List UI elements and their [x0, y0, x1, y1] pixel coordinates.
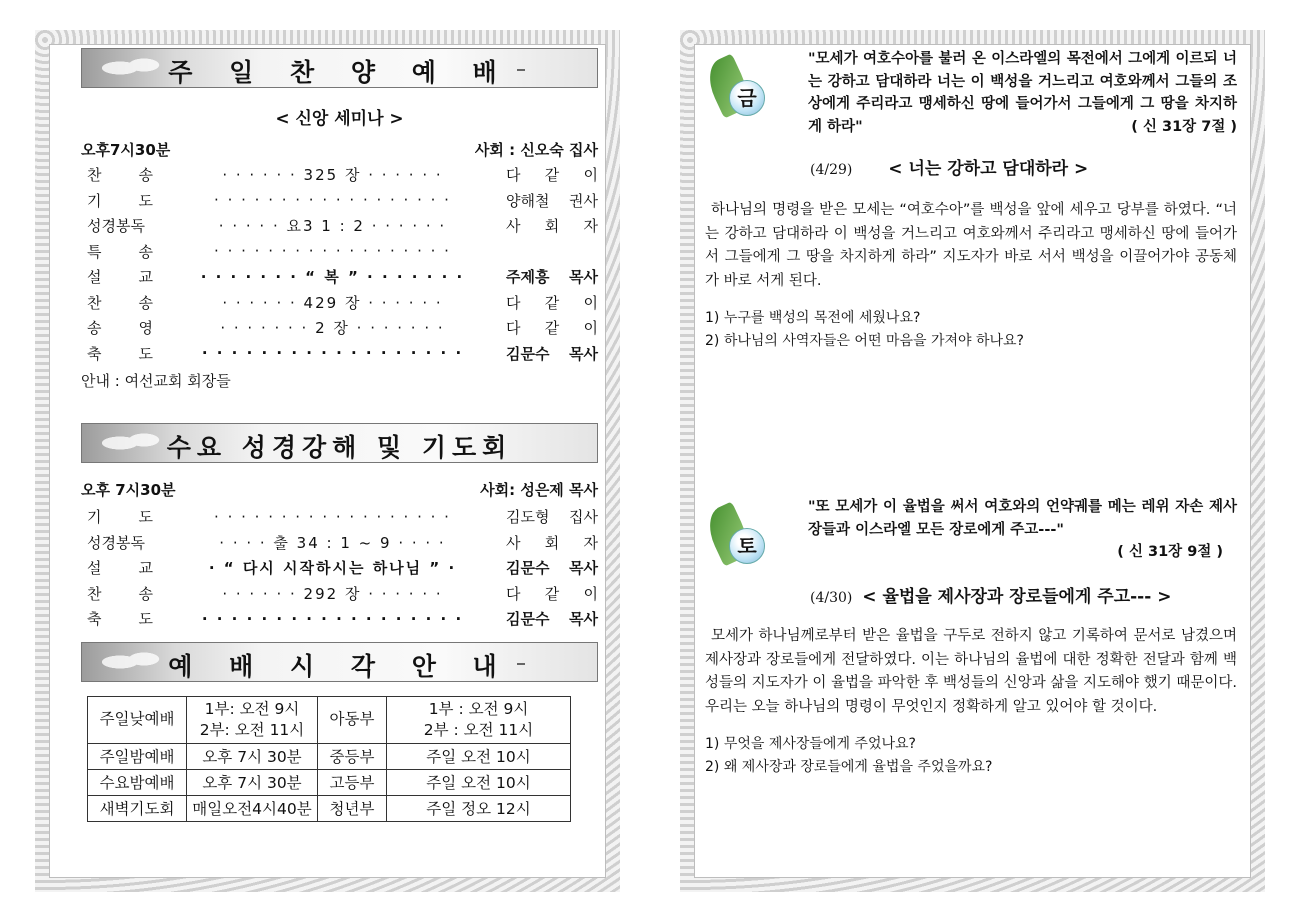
saturday-day: 토	[729, 528, 765, 564]
order-person: 김문수 목사	[506, 559, 598, 578]
order-content: · · · · · · · · · · · · · · · · · ·	[201, 609, 464, 628]
schedule-table	[87, 696, 571, 822]
seminar-subtitle: < 신앙 세미나 >	[275, 109, 404, 129]
left-page	[35, 30, 620, 892]
order-label: 설 교	[87, 559, 153, 578]
right-page	[680, 30, 1265, 892]
saturday-q2: 2) 왜 제사장과 장로들에게 율법을 주었을까요?	[705, 759, 993, 775]
order-row	[81, 264, 598, 290]
schedule-cell: 새벽기도회	[88, 795, 187, 821]
order-person: 다 같 이	[506, 319, 598, 338]
order-content: · · · · · · 325 장 · · · · · ·	[222, 166, 443, 185]
wednesday-title: 수요 성경강해 및 기도회	[166, 433, 513, 462]
order-row	[81, 581, 598, 607]
schedule-cell: 고등부	[318, 769, 387, 795]
order-row	[81, 315, 598, 341]
sunday-worship-banner	[81, 48, 598, 88]
friday-section	[705, 48, 1237, 353]
saturday-badge	[707, 506, 762, 571]
order-label: 찬 송	[87, 584, 153, 603]
order-person: 사 회 자	[506, 533, 598, 552]
saturday-topic: < 율법을 제사장과 장로들에게 주고--- >	[862, 587, 1172, 607]
schedule-cell: 오후 7시 30분	[187, 743, 318, 769]
order-row	[81, 213, 598, 239]
schedule-cell: 1부 : 오전 9시 2부 : 오전 11시	[387, 696, 571, 743]
schedule-banner	[81, 642, 598, 682]
schedule-row	[88, 769, 571, 795]
order-row	[81, 188, 598, 214]
schedule-title: 예 배 시 각 안 내	[168, 651, 511, 681]
order-label: 송 영	[87, 319, 153, 338]
friday-q2: 2) 하나님의 사역자들은 어떤 마음을 가져야 하나요?	[705, 333, 1024, 349]
saturday-body: 모세가 하나님께로부터 받은 율법을 구두로 전하지 않고 기록하여 문서로 남겼으며 제사장과 장로들에게 전달하였다. 이는 하나님의 율법에 대한 정확한 전달과 함께 백성들의 지도자가 이 율법을 파악한 후 백성들의 신앙과 삶을 지도해야 했기 때문이다. 우리는 오늘 하나님의 명령이 무엇인지 정확하게 알고 있어야 할 것이다.	[705, 628, 1237, 715]
order-content: · · · · 출 34 : 1 ~ 9 · · · ·	[219, 533, 446, 552]
saturday-verse: "또 모세가 이 율법을 써서 여호와의 언약궤를 메는 레위 자손 제사장들과 이스라엘 모든 장로에게 주고---" ( 신 31장 9절 )	[808, 496, 1237, 564]
sunday-info	[81, 139, 598, 160]
sunday-leader: 사회 : 신오숙 집사	[474, 141, 598, 159]
schedule-cell: 아동부	[318, 696, 387, 743]
order-content: · · · · · · · 2 장 · · · · · · ·	[220, 319, 445, 338]
order-person: 양해철 권사	[506, 191, 598, 210]
saturday-q1: 1) 무엇을 제사장들에게 주었나요?	[705, 736, 916, 752]
schedule-cell: 주일 정오 12시	[387, 795, 571, 821]
order-person: 다 같 이	[506, 293, 598, 312]
order-content: · · · · · · · · · · · · · · · · · ·	[214, 507, 451, 526]
order-row	[81, 504, 598, 530]
friday-q1: 1) 누구를 백성의 목전에 세웠나요?	[705, 310, 921, 326]
order-row	[81, 555, 598, 581]
order-label: 축 도	[87, 610, 153, 629]
friday-verse: "모세가 여호수아를 불러 온 이스라엘의 목전에서 그에게 이르되 너는 강하고 담대하라 너는 이 백성을 거느리고 여호와께서 그들의 조상에게 주리라고 맹세하신 땅에 들어가서 그들에게 그 땅을 차지하게 하라" ( 신 31장 7절 )	[808, 48, 1237, 138]
order-content: · · · · · · · · · · · · · · · · · ·	[214, 242, 451, 261]
friday-topic: < 너는 강하고 담대하라 >	[888, 159, 1089, 179]
saturday-date: (4/30)	[810, 590, 853, 606]
order-row	[81, 341, 598, 367]
order-content: · · · · · · · “ 복 ” · · · · · · ·	[200, 268, 465, 287]
sunday-time: 오후7시30분	[81, 141, 171, 159]
wednesday-info	[81, 479, 598, 500]
order-label: 기 도	[87, 191, 153, 210]
schedule-cell: 주일밤예배	[88, 743, 187, 769]
schedule-row	[88, 795, 571, 821]
schedule-cell: 주일 오전 10시	[387, 769, 571, 795]
order-label: 특 송	[87, 242, 153, 261]
saturday-ref: ( 신 31장 9절 )	[1117, 544, 1223, 560]
saturday-section	[705, 496, 1237, 779]
wednesday-banner	[81, 423, 598, 463]
sunday-worship-title: 주 일 찬 양 예 배	[168, 58, 511, 87]
order-label: 성경봉독	[87, 217, 145, 236]
schedule-cell: 주일낮예배	[88, 696, 187, 743]
order-row	[81, 530, 598, 556]
schedule-cell: 주일 오전 10시	[387, 743, 571, 769]
schedule-row	[88, 696, 571, 743]
wednesday-leader: 사회: 성은제 목사	[480, 481, 598, 499]
order-content: · · · · · · 429 장 · · · · · ·	[222, 293, 443, 312]
order-row	[81, 290, 598, 316]
order-person: 김문수 목사	[506, 344, 598, 363]
friday-body: 하나님의 명령을 받은 모세는 “여호수아”를 백성을 앞에 세우고 당부를 하였다. “너는 강하고 담대하라 이 백성을 거느리고 여호와께서 주리라고 맹세하신 땅에 들어가서 그들에게 그 땅을 차지하게 하라” 지도자가 바로 서서 백성을 이끌어가야 공동체가 바로 서게 된다.	[705, 202, 1237, 289]
friday-ref: ( 신 31장 7절 )	[1131, 118, 1237, 135]
sunday-order-list	[81, 162, 598, 366]
order-row	[81, 162, 598, 188]
order-content: · “ 다시 시작하시는 하나님 ” ·	[208, 559, 457, 578]
order-person: 주제흥 목사	[506, 268, 598, 287]
schedule-row	[88, 743, 571, 769]
schedule-cell: 중등부	[318, 743, 387, 769]
order-label: 축 도	[87, 344, 153, 363]
order-label: 찬 송	[87, 166, 153, 185]
friday-badge	[707, 58, 762, 123]
friday-date: (4/29)	[810, 162, 853, 178]
saturday-topic-line	[810, 582, 1237, 607]
order-content: · · · · · · · · · · · · · · · · · ·	[214, 191, 451, 210]
wednesday-time: 오후 7시30분	[81, 481, 176, 499]
friday-topic-line	[810, 154, 1237, 179]
order-content: · · · · · 요3 1 : 2 · · · · · ·	[218, 217, 447, 236]
order-person: 김문수 목사	[506, 610, 598, 629]
order-row	[81, 239, 598, 265]
wednesday-order-list	[81, 504, 598, 632]
schedule-cell: 청년부	[318, 795, 387, 821]
schedule-cell: 오후 7시 30분	[187, 769, 318, 795]
friday-questions	[705, 307, 1237, 353]
order-label: 설 교	[87, 268, 153, 287]
schedule-cell: 수요밤예배	[88, 769, 187, 795]
order-person: 김도형 집사	[506, 508, 598, 527]
order-label: 찬 송	[87, 293, 153, 312]
schedule-cell: 1부: 오전 9시 2부: 오전 11시	[187, 696, 318, 743]
order-person: 사 회 자	[506, 217, 598, 236]
order-row	[81, 606, 598, 632]
order-content: · · · · · · · · · · · · · · · · · ·	[201, 344, 464, 363]
order-person: 다 같 이	[506, 584, 598, 603]
friday-day: 금	[729, 80, 765, 116]
order-content: · · · · · · 292 장 · · · · · ·	[222, 584, 443, 603]
saturday-questions	[705, 733, 1237, 779]
schedule-cell: 매일오전4시40분	[187, 795, 318, 821]
notice: 안내 : 여선교회 회장들	[81, 372, 231, 390]
order-person: 다 같 이	[506, 166, 598, 185]
order-label: 기 도	[87, 508, 153, 527]
order-label: 성경봉독	[87, 533, 145, 552]
